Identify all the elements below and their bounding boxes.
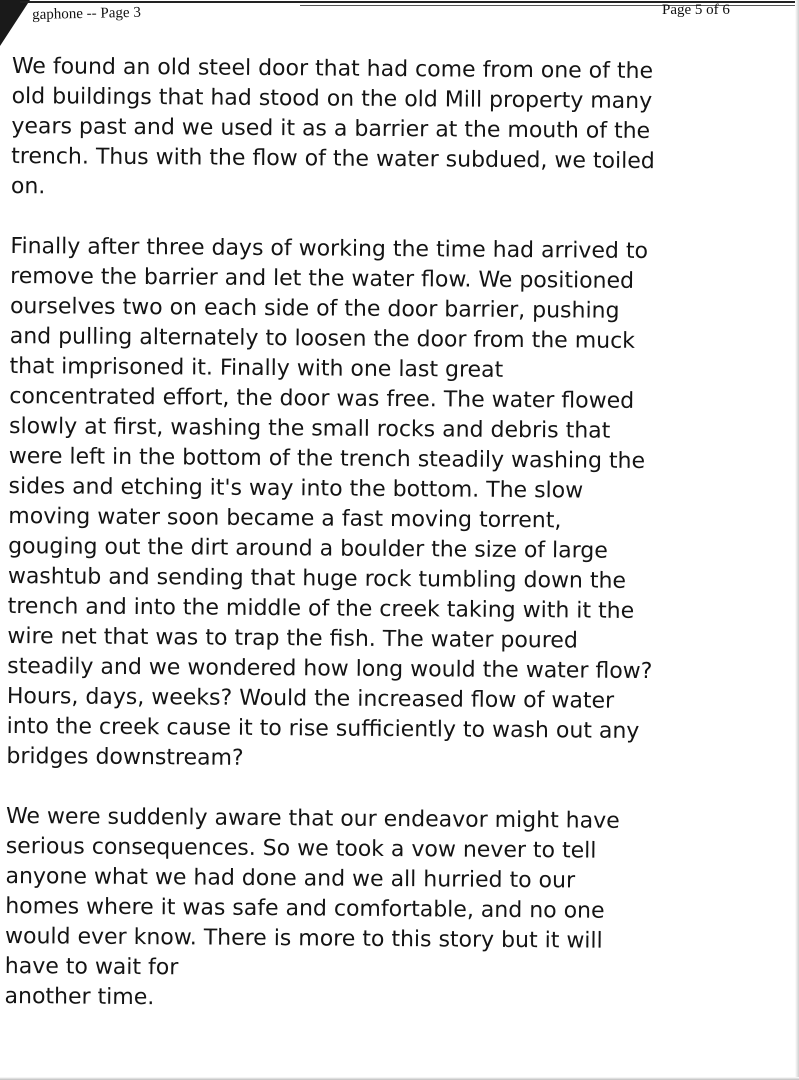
text-line: slowly at first, washing the small rocks and debris that xyxy=(8,413,611,444)
text-line: We found an old steel door that had come from one of the xyxy=(11,53,654,85)
text-line: would ever know. There is more to this story but it will xyxy=(4,923,603,954)
text-line: remove the barrier and let the water flow. We positioned xyxy=(10,263,635,294)
page-right-edge xyxy=(795,0,799,1080)
text-line: anyone what we had done and we all hurried to our xyxy=(5,863,576,894)
text-line: into the creek cause it to rise sufficiently to wash out any xyxy=(6,713,640,744)
text-line: trench and into the middle of the creek taking with it the xyxy=(7,593,635,624)
text-line: that imprisoned it. Finally with one last great xyxy=(9,353,504,383)
document-body xyxy=(4,52,752,1018)
paragraph-1 xyxy=(11,52,752,208)
text-line: years past and we used it as a barrier at the mouth of the xyxy=(11,113,651,145)
running-header: gaphone -- Page 3 xyxy=(32,4,142,23)
folded-corner xyxy=(0,0,30,46)
text-line: on. xyxy=(10,173,46,200)
text-line: wire net that was to trap the fish. The water poured xyxy=(7,623,578,654)
text-line: washtub and sending that huge rock tumbling down the xyxy=(7,563,627,594)
text-line: moving water soon became a fast moving torrent, xyxy=(8,503,562,534)
text-line: serious consequences. So we took a vow never to tell xyxy=(5,833,597,864)
paragraph-3 xyxy=(4,802,746,1018)
text-line: another time. xyxy=(4,983,155,1011)
paragraph-2 xyxy=(6,232,750,778)
text-line: old buildings that had stood on the old Mill property many xyxy=(11,83,653,115)
text-line: have to wait for xyxy=(4,953,179,981)
text-line: steadily and we wondered how long would the water flow? xyxy=(7,653,653,685)
text-line: gouging out the dirt around a boulder the size of large xyxy=(8,533,608,564)
text-line: were left in the bottom of the trench steadily washing the xyxy=(8,443,646,474)
page-number: Page 5 of 6 xyxy=(662,2,730,18)
text-line: Hours, days, weeks? Would the increased flow of water xyxy=(6,683,615,714)
text-line: bridges downstream? xyxy=(6,743,244,771)
text-line: homes where it was safe and comfortable, and no one xyxy=(5,893,605,924)
text-line: concentrated effort, the door was free. The water flowed xyxy=(9,383,635,414)
text-line: ourselves two on each side of the door barrier, pushing xyxy=(9,293,620,324)
text-line: sides and etching it's way into the bottom. The slow xyxy=(8,473,584,504)
text-line: trench. Thus with the flow of the water subdued, we toiled xyxy=(11,143,655,175)
text-line: and pulling alternately to loosen the door from the muck xyxy=(9,323,636,354)
text-line: We were suddenly aware that our endeavor might have xyxy=(5,803,620,834)
text-line: Finally after three days of working the time had arrived to xyxy=(10,233,649,265)
